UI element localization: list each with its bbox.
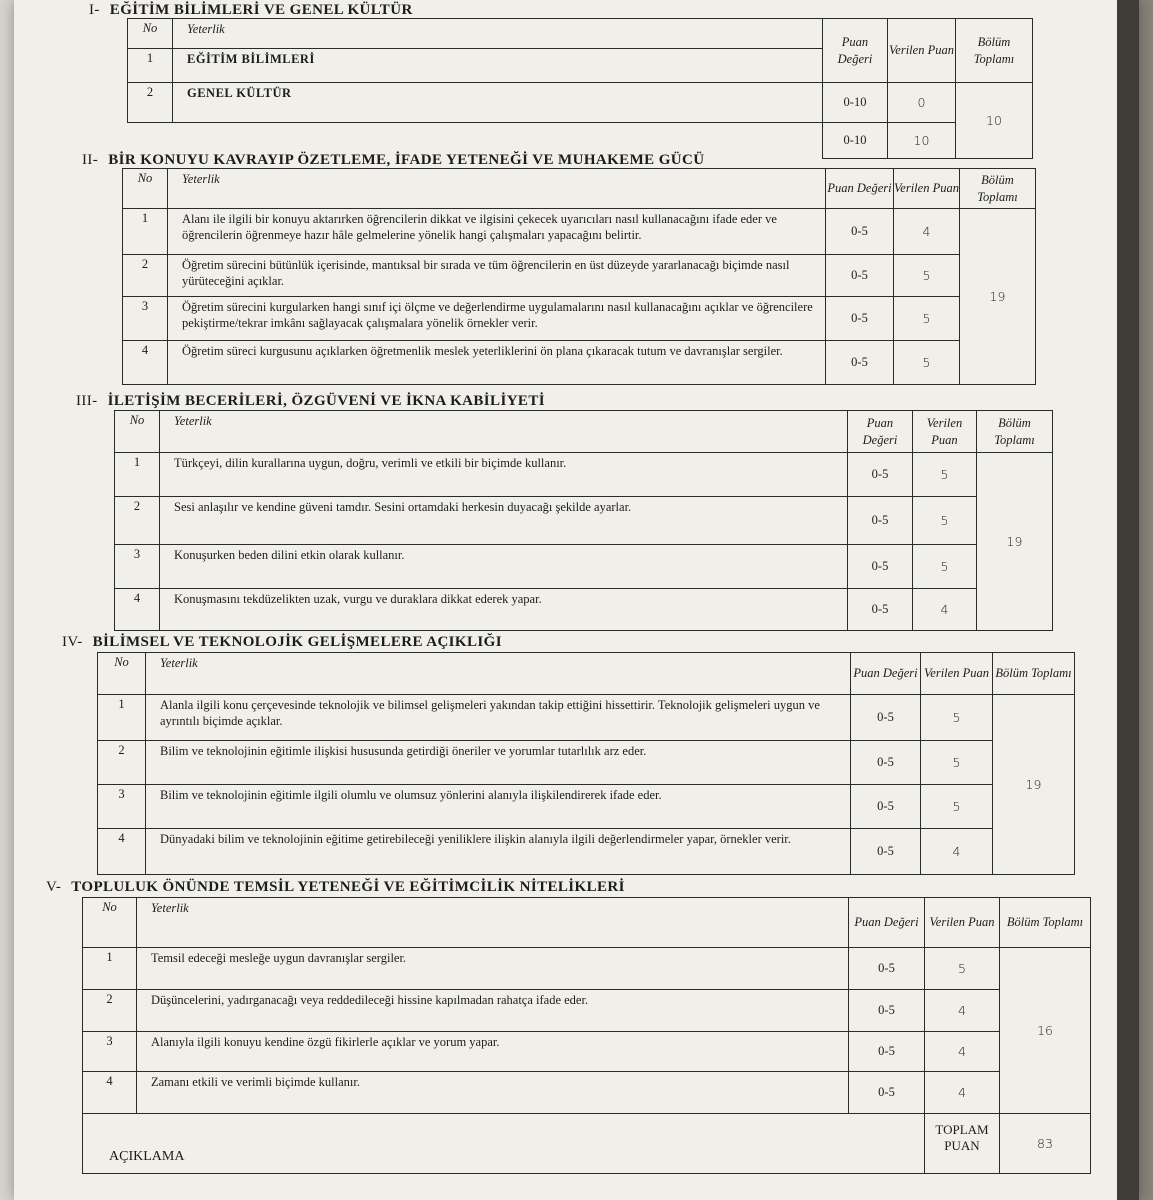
row-criterion: Zamanı etkili ve verimli biçimde kullanır. (137, 1072, 849, 1114)
header-yeterlik: Yeterlik (168, 169, 826, 209)
row-range: 0-5 (851, 785, 921, 829)
table-surface-edge (1117, 0, 1139, 1200)
row-no: 1 (115, 453, 160, 497)
section2-title: BİR KONUYU KAVRAYIP ÖZETLEME, İFADE YETENEĞİ VE MUHAKEME GÜCÜ (108, 152, 705, 168)
row-range: 0-5 (851, 829, 921, 875)
handwritten-score: 5 (913, 453, 977, 497)
row-criterion: GENEL KÜLTÜR (173, 83, 823, 123)
row-range: 0-5 (849, 990, 925, 1032)
row-range: 0-5 (849, 948, 925, 990)
section2-number: II- (82, 152, 99, 168)
handwritten-score: 4 (913, 589, 977, 631)
background-paper-left (0, 0, 14, 1200)
row-range: 0-5 (851, 695, 921, 741)
row-range: 0-5 (849, 1032, 925, 1072)
row-no: 4 (123, 341, 168, 385)
evaluation-form-page (14, 0, 1139, 1200)
handwritten-score: 5 (894, 297, 960, 341)
row-criterion: Türkçeyi, dilin kurallarına uygun, doğru, verimli ve etkili bir biçimde kullanır. (160, 453, 848, 497)
section4-title: BİLİMSEL VE TEKNOLOJİK GELİŞMELERE AÇIKLIĞI (92, 634, 502, 650)
section3-title: İLETİŞİM BECERİLERİ, ÖZGÜVENİ VE İKNA KABİLİYETİ (107, 393, 545, 409)
handwritten-score: 0 (888, 83, 956, 123)
row-range: 0-5 (848, 589, 913, 631)
handwritten-section-total: 19 (993, 695, 1075, 875)
row-range: 0-5 (826, 255, 894, 297)
section1-heading (89, 2, 413, 19)
row-no: 2 (123, 255, 168, 297)
row-no: 4 (98, 829, 146, 875)
section2-table (122, 168, 1036, 385)
handwritten-score: 5 (913, 545, 977, 589)
row-no: 4 (83, 1072, 137, 1114)
row-criterion: Dünyadaki bilim ve teknolojinin eğitime getirebileceği yeniliklere ilişkin alanıyla ilgili değerlendirmeler yapar, örnekler verir. (146, 829, 851, 875)
toplam-puan-label: TOPLAM PUAN (925, 1114, 1000, 1174)
section5-table (82, 897, 1091, 1174)
row-criterion: Konuşmasını tekdüzelikten uzak, vurgu ve duraklara dikkat ederek yapar. (160, 589, 848, 631)
handwritten-section-total: 10 (956, 83, 1033, 159)
section4-number: IV- (62, 634, 83, 650)
handwritten-score: 4 (921, 829, 993, 875)
section1-table (127, 18, 1033, 159)
handwritten-score: 5 (894, 341, 960, 385)
header-no: No (98, 653, 146, 695)
row-no: 1 (128, 49, 173, 83)
header-bolum-toplami: Bölüm Toplamı (956, 19, 1033, 83)
row-criterion: Temsil edeceği mesleğe uygun davranışlar sergiler. (137, 948, 849, 990)
header-puan-degeri: Puan Değeri (848, 411, 913, 453)
row-criterion: Alanla ilgili konu çerçevesinde teknolojik ve bilimsel gelişmeleri yakından takip ettiğini hissettirir. Teknolojik gelişmeleri uygun ve ayrıntılı biçimde açıklar. (146, 695, 851, 741)
header-verilen-puan: Verilen Puan (894, 169, 960, 209)
section3-heading (76, 393, 545, 410)
header-puan-degeri: Puan Değeri (823, 19, 888, 83)
row-criterion: Bilim ve teknolojinin eğitimle ilişkisi hususunda getirdiği öneriler ve yorumlar tutarlılık arz eder. (146, 741, 851, 785)
header-bolum-toplami: Bölüm Toplamı (960, 169, 1036, 209)
row-no: 1 (98, 695, 146, 741)
section4-heading (62, 634, 502, 651)
section4-table (97, 652, 1075, 875)
row-range: 0-5 (826, 341, 894, 385)
header-verilen-puan: Verilen Puan (925, 898, 1000, 948)
row-range: 0-5 (851, 741, 921, 785)
row-criterion: Öğretim sürecini kurgularken hangi sınıf içi ölçme ve değerlendirme uygulamalarını nasıl kullanacağını açıklar ve öğrencilere pekiştirme/tekrar imkânı sağlayacak çalışmalara yönelik örnekler verir. (168, 297, 826, 341)
header-verilen-puan: Verilen Puan (888, 19, 956, 83)
section1-title: EĞİTİM BİLİMLERİ VE GENEL KÜLTÜR (109, 2, 413, 18)
section3-number: III- (76, 393, 98, 409)
handwritten-section-total: 19 (960, 209, 1036, 385)
row-no: 1 (83, 948, 137, 990)
header-yeterlik: Yeterlik (160, 411, 848, 453)
handwritten-section-total: 16 (1000, 948, 1091, 1114)
handwritten-score: 5 (921, 695, 993, 741)
row-criterion: Alanıyla ilgili konuyu kendine özgü fikirlerle açıklar ve yorum yapar. (137, 1032, 849, 1072)
header-no: No (115, 411, 160, 453)
header-bolum-toplami: Bölüm Toplamı (993, 653, 1075, 695)
row-criterion: Öğretim süreci kurgusunu açıklarken öğretmenlik meslek yeterliklerini ön plana çıkaracak tutum ve davranışlar sergiler. (168, 341, 826, 385)
row-range: 0-5 (849, 1072, 925, 1114)
handwritten-score: 5 (894, 255, 960, 297)
header-puan-degeri: Puan Değeri (826, 169, 894, 209)
row-criterion: Düşüncelerini, yadırganacağı veya reddedileceği hissine kapılmadan rahatça ifade eder. (137, 990, 849, 1032)
row-no: 1 (123, 209, 168, 255)
row-no: 2 (98, 741, 146, 785)
row-range: 0-10 (823, 83, 888, 123)
header-verilen-puan: Verilen Puan (921, 653, 993, 695)
handwritten-score: 5 (913, 497, 977, 545)
header-no: No (123, 169, 168, 209)
header-no: No (83, 898, 137, 948)
handwritten-score: 10 (888, 123, 956, 159)
section1-number: I- (89, 2, 100, 18)
header-yeterlik: Yeterlik (137, 898, 849, 948)
row-no: 2 (128, 83, 173, 123)
header-verilen-puan: Verilen Puan (913, 411, 977, 453)
row-no: 2 (83, 990, 137, 1032)
row-range: 0-5 (848, 497, 913, 545)
header-puan-degeri: Puan Değeri (849, 898, 925, 948)
handwritten-score: 5 (925, 948, 1000, 990)
row-range: 0-10 (823, 123, 888, 159)
aciklama-label: AÇIKLAMA (83, 1114, 925, 1174)
handwritten-grand-total: 83 (1000, 1114, 1091, 1174)
row-criterion: Bilim ve teknolojinin eğitimle ilgili olumlu ve olumsuz yönlerini alanıyla ilişkilendirerek ifade eder. (146, 785, 851, 829)
row-criterion: Öğretim sürecini bütünlük içerisinde, mantıksal bir sırada ve tüm öğrencilerin en üst düzeyde yararlanacağı biçimde nasıl yürüteceğini açıklar. (168, 255, 826, 297)
handwritten-score: 4 (925, 1032, 1000, 1072)
row-no: 2 (115, 497, 160, 545)
header-puan-degeri: Puan Değeri (851, 653, 921, 695)
section5-number: V- (46, 879, 62, 895)
row-criterion: EĞİTİM BİLİMLERİ (173, 49, 823, 83)
row-range: 0-5 (826, 209, 894, 255)
handwritten-section-total: 19 (977, 453, 1053, 631)
header-no: No (128, 19, 173, 49)
row-no: 3 (123, 297, 168, 341)
header-bolum-toplami: Bölüm Toplamı (1000, 898, 1091, 948)
header-yeterlik: Yeterlik (173, 19, 823, 49)
row-range: 0-5 (848, 453, 913, 497)
row-range: 0-5 (848, 545, 913, 589)
row-criterion: Alanı ile ilgili bir konuyu aktarırken öğrencilerin dikkat ve ilgisini çekecek uyarıcıları nasıl kullanacağını ifade eder ve öğrencilerin öğrenmeye hazır hâle gelmelerine yönelik hangi çalışmaları yapacağını belirtir. (168, 209, 826, 255)
handwritten-score: 4 (925, 1072, 1000, 1114)
section2-heading (82, 152, 704, 169)
handwritten-score: 5 (921, 741, 993, 785)
row-no: 3 (83, 1032, 137, 1072)
row-no: 3 (115, 545, 160, 589)
row-range: 0-5 (826, 297, 894, 341)
handwritten-score: 4 (925, 990, 1000, 1032)
row-criterion: Sesi anlaşılır ve kendine güveni tamdır. Sesini ortamdaki herkesin duyacağı şekilde ayarlar. (160, 497, 848, 545)
section3-table (114, 410, 1053, 631)
header-yeterlik: Yeterlik (146, 653, 851, 695)
row-no: 3 (98, 785, 146, 829)
section5-title: TOPLULUK ÖNÜNDE TEMSİL YETENEĞİ VE EĞİTİMCİLİK NİTELİKLERİ (71, 879, 625, 895)
row-no: 4 (115, 589, 160, 631)
handwritten-score: 5 (921, 785, 993, 829)
handwritten-score: 4 (894, 209, 960, 255)
header-bolum-toplami: Bölüm Toplamı (977, 411, 1053, 453)
row-criterion: Konuşurken beden dilini etkin olarak kullanır. (160, 545, 848, 589)
section5-heading (46, 879, 625, 896)
